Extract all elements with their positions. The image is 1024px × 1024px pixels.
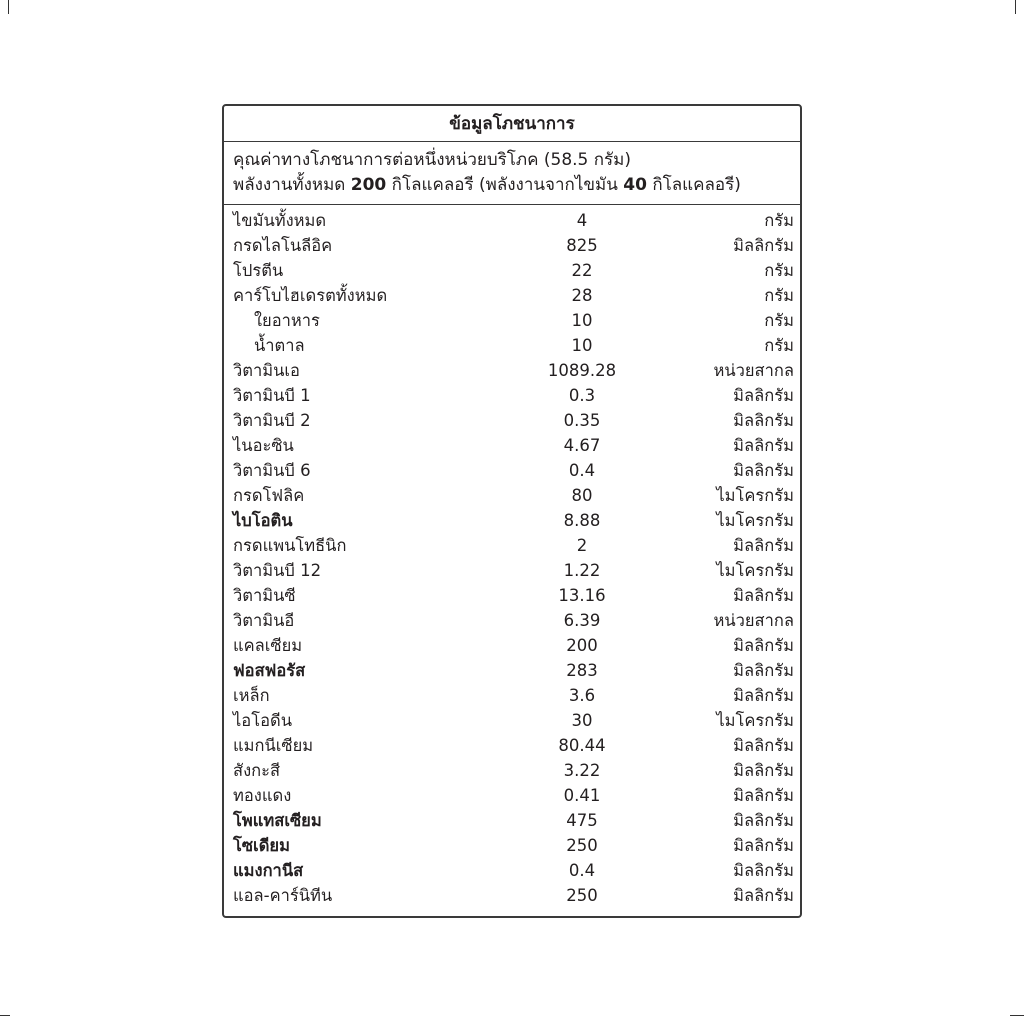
nutrient-list bbox=[224, 205, 800, 908]
energy-line bbox=[233, 173, 792, 198]
nutrient-row bbox=[224, 258, 800, 283]
nutrient-unit: กรัม bbox=[764, 336, 794, 355]
nutrient-value: 10 bbox=[571, 311, 593, 330]
nutrient-name: ทองแดง bbox=[233, 786, 292, 805]
nutrient-value: 22 bbox=[571, 261, 593, 280]
nutrient-name: วิตามินบี 1 bbox=[233, 386, 311, 405]
nutrition-facts-label bbox=[222, 104, 802, 918]
energy-suffix: กิโลแคลอรี) bbox=[652, 175, 741, 195]
nutrient-value: 283 bbox=[566, 661, 598, 680]
nutrient-unit: มิลลิกรัม bbox=[733, 461, 794, 480]
nutrient-name: กรดไลโนลีอิค bbox=[233, 236, 333, 255]
serving-info bbox=[224, 142, 800, 205]
crop-mark bbox=[0, 1015, 10, 1016]
nutrient-unit: มิลลิกรัม bbox=[733, 536, 794, 555]
nutrient-name: วิตามินบี 12 bbox=[233, 561, 322, 580]
nutrient-name: แมงกานีส bbox=[233, 861, 304, 880]
nutrient-value: 80.44 bbox=[558, 736, 606, 755]
nutrient-unit: มิลลิกรัม bbox=[733, 386, 794, 405]
nutrient-value: 825 bbox=[566, 236, 598, 255]
nutrient-row bbox=[224, 508, 800, 533]
nutrient-value: 250 bbox=[566, 886, 598, 905]
nutrient-name: สังกะสี bbox=[233, 761, 281, 780]
nutrient-value: 6.39 bbox=[563, 611, 601, 630]
nutrient-unit: มิลลิกรัม bbox=[733, 436, 794, 455]
nutrient-unit: มิลลิกรัม bbox=[733, 411, 794, 430]
nutrient-value: 28 bbox=[571, 286, 593, 305]
nutrient-row bbox=[224, 283, 800, 308]
nutrient-row bbox=[224, 683, 800, 708]
nutrient-row bbox=[224, 883, 800, 908]
crop-mark bbox=[8, 0, 9, 14]
nutrient-name: โพแทสเซียม bbox=[233, 811, 322, 830]
nutrient-name: ใยอาหาร bbox=[254, 311, 320, 330]
nutrient-value: 200 bbox=[566, 636, 598, 655]
nutrient-row bbox=[224, 533, 800, 558]
serving-size: คุณค่าทางโภชนาการต่อหนึ่งหน่วยบริโภค (58.5 กรัม) bbox=[233, 150, 632, 170]
nutrient-row bbox=[224, 733, 800, 758]
nutrient-value: 1089.28 bbox=[547, 361, 617, 380]
nutrient-name: เหล็ก bbox=[233, 686, 270, 705]
nutrient-row bbox=[224, 308, 800, 333]
nutrient-value: 3.6 bbox=[568, 686, 596, 705]
nutrient-row bbox=[224, 808, 800, 833]
nutrient-unit: มิลลิกรัม bbox=[733, 761, 794, 780]
nutrient-unit: มิลลิกรัม bbox=[733, 661, 794, 680]
nutrient-row bbox=[224, 483, 800, 508]
nutrient-unit: มิลลิกรัม bbox=[733, 636, 794, 655]
nutrient-unit: ไมโครกรัม bbox=[716, 511, 794, 530]
nutrient-value: 0.4 bbox=[568, 861, 596, 880]
nutrient-row bbox=[224, 633, 800, 658]
nutrient-value: 13.16 bbox=[558, 586, 606, 605]
nutrient-unit: มิลลิกรัม bbox=[733, 836, 794, 855]
nutrient-name: วิตามินซี bbox=[233, 586, 296, 605]
nutrient-value: 3.22 bbox=[563, 761, 601, 780]
nutrient-value: 80 bbox=[571, 486, 593, 505]
nutrient-unit: มิลลิกรัม bbox=[733, 811, 794, 830]
nutrient-name: โปรตีน bbox=[233, 261, 284, 280]
nutrient-unit: มิลลิกรัม bbox=[733, 686, 794, 705]
nutrient-unit: มิลลิกรัม bbox=[733, 586, 794, 605]
nutrient-name: โซเดียม bbox=[233, 836, 290, 855]
nutrient-row bbox=[224, 758, 800, 783]
nutrient-unit: มิลลิกรัม bbox=[733, 861, 794, 880]
nutrient-name: คาร์โบไฮเดรตทั้งหมด bbox=[233, 286, 388, 305]
nutrient-name: ไบโอติน bbox=[233, 511, 293, 530]
nutrient-row bbox=[224, 333, 800, 358]
nutrient-value: 10 bbox=[571, 336, 593, 355]
nutrient-unit: กรัม bbox=[764, 286, 794, 305]
nutrient-value: 4 bbox=[576, 211, 588, 230]
nutrient-unit: มิลลิกรัม bbox=[733, 236, 794, 255]
nutrient-name: กรดแพนโทธีนิก bbox=[233, 536, 347, 555]
nutrient-name: วิตามินบี 6 bbox=[233, 461, 311, 480]
label-title: ข้อมูลโภชนาการ bbox=[224, 106, 800, 142]
nutrient-row bbox=[224, 608, 800, 633]
nutrient-name: วิตามินอี bbox=[233, 611, 295, 630]
nutrient-name: ไขมันทั้งหมด bbox=[233, 211, 327, 230]
nutrient-row bbox=[224, 208, 800, 233]
nutrient-value: 30 bbox=[571, 711, 593, 730]
nutrient-unit: มิลลิกรัม bbox=[733, 736, 794, 755]
nutrient-name: วิตามินบี 2 bbox=[233, 411, 311, 430]
nutrient-name: กรดโฟลิค bbox=[233, 486, 305, 505]
nutrient-row bbox=[224, 408, 800, 433]
nutrient-unit: มิลลิกรัม bbox=[733, 886, 794, 905]
nutrient-unit: ไมโครกรัม bbox=[716, 711, 794, 730]
crop-mark bbox=[1010, 1015, 1024, 1016]
nutrient-unit: กรัม bbox=[764, 311, 794, 330]
nutrient-name: ไนอะซิน bbox=[233, 436, 294, 455]
nutrient-row bbox=[224, 383, 800, 408]
nutrient-value: 250 bbox=[566, 836, 598, 855]
nutrient-row bbox=[224, 433, 800, 458]
nutrient-name: น้ำตาล bbox=[254, 336, 305, 355]
nutrient-value: 0.35 bbox=[563, 411, 601, 430]
nutrient-value: 2 bbox=[576, 536, 588, 555]
nutrient-name: วิตามินเอ bbox=[233, 361, 300, 380]
nutrient-unit: ไมโครกรัม bbox=[716, 486, 794, 505]
nutrient-row bbox=[224, 558, 800, 583]
nutrient-name: แอล-คาร์นิทีน bbox=[233, 886, 333, 905]
energy-fat: 40 bbox=[623, 175, 647, 195]
nutrient-row bbox=[224, 858, 800, 883]
nutrient-row bbox=[224, 658, 800, 683]
nutrient-row bbox=[224, 583, 800, 608]
nutrient-value: 0.41 bbox=[563, 786, 601, 805]
nutrient-row bbox=[224, 708, 800, 733]
nutrient-value: 1.22 bbox=[563, 561, 601, 580]
nutrient-value: 475 bbox=[566, 811, 598, 830]
nutrient-unit: หน่วยสากล bbox=[713, 361, 794, 380]
nutrient-value: 4.67 bbox=[563, 436, 601, 455]
nutrient-row bbox=[224, 833, 800, 858]
nutrient-value: 8.88 bbox=[563, 511, 601, 530]
nutrient-row bbox=[224, 458, 800, 483]
nutrient-value: 0.4 bbox=[568, 461, 596, 480]
nutrient-unit: หน่วยสากล bbox=[713, 611, 794, 630]
nutrient-unit: กรัม bbox=[764, 261, 794, 280]
nutrient-unit: มิลลิกรัม bbox=[733, 786, 794, 805]
nutrient-row bbox=[224, 233, 800, 258]
nutrient-unit: ไมโครกรัม bbox=[716, 561, 794, 580]
energy-prefix: พลังงานทั้งหมด bbox=[233, 175, 346, 195]
nutrient-unit: กรัม bbox=[764, 211, 794, 230]
energy-mid: กิโลแคลอรี (พลังงานจากไขมัน bbox=[391, 175, 618, 195]
nutrient-row bbox=[224, 358, 800, 383]
energy-total: 200 bbox=[350, 175, 387, 195]
nutrient-name: แคลเซียม bbox=[233, 636, 303, 655]
crop-mark bbox=[1015, 0, 1016, 14]
nutrient-row bbox=[224, 783, 800, 808]
nutrient-name: แมกนีเซียม bbox=[233, 736, 314, 755]
nutrient-name: ไอโอดีน bbox=[233, 711, 292, 730]
nutrient-value: 0.3 bbox=[568, 386, 596, 405]
nutrient-name: ฟอสฟอรัส bbox=[233, 661, 306, 680]
